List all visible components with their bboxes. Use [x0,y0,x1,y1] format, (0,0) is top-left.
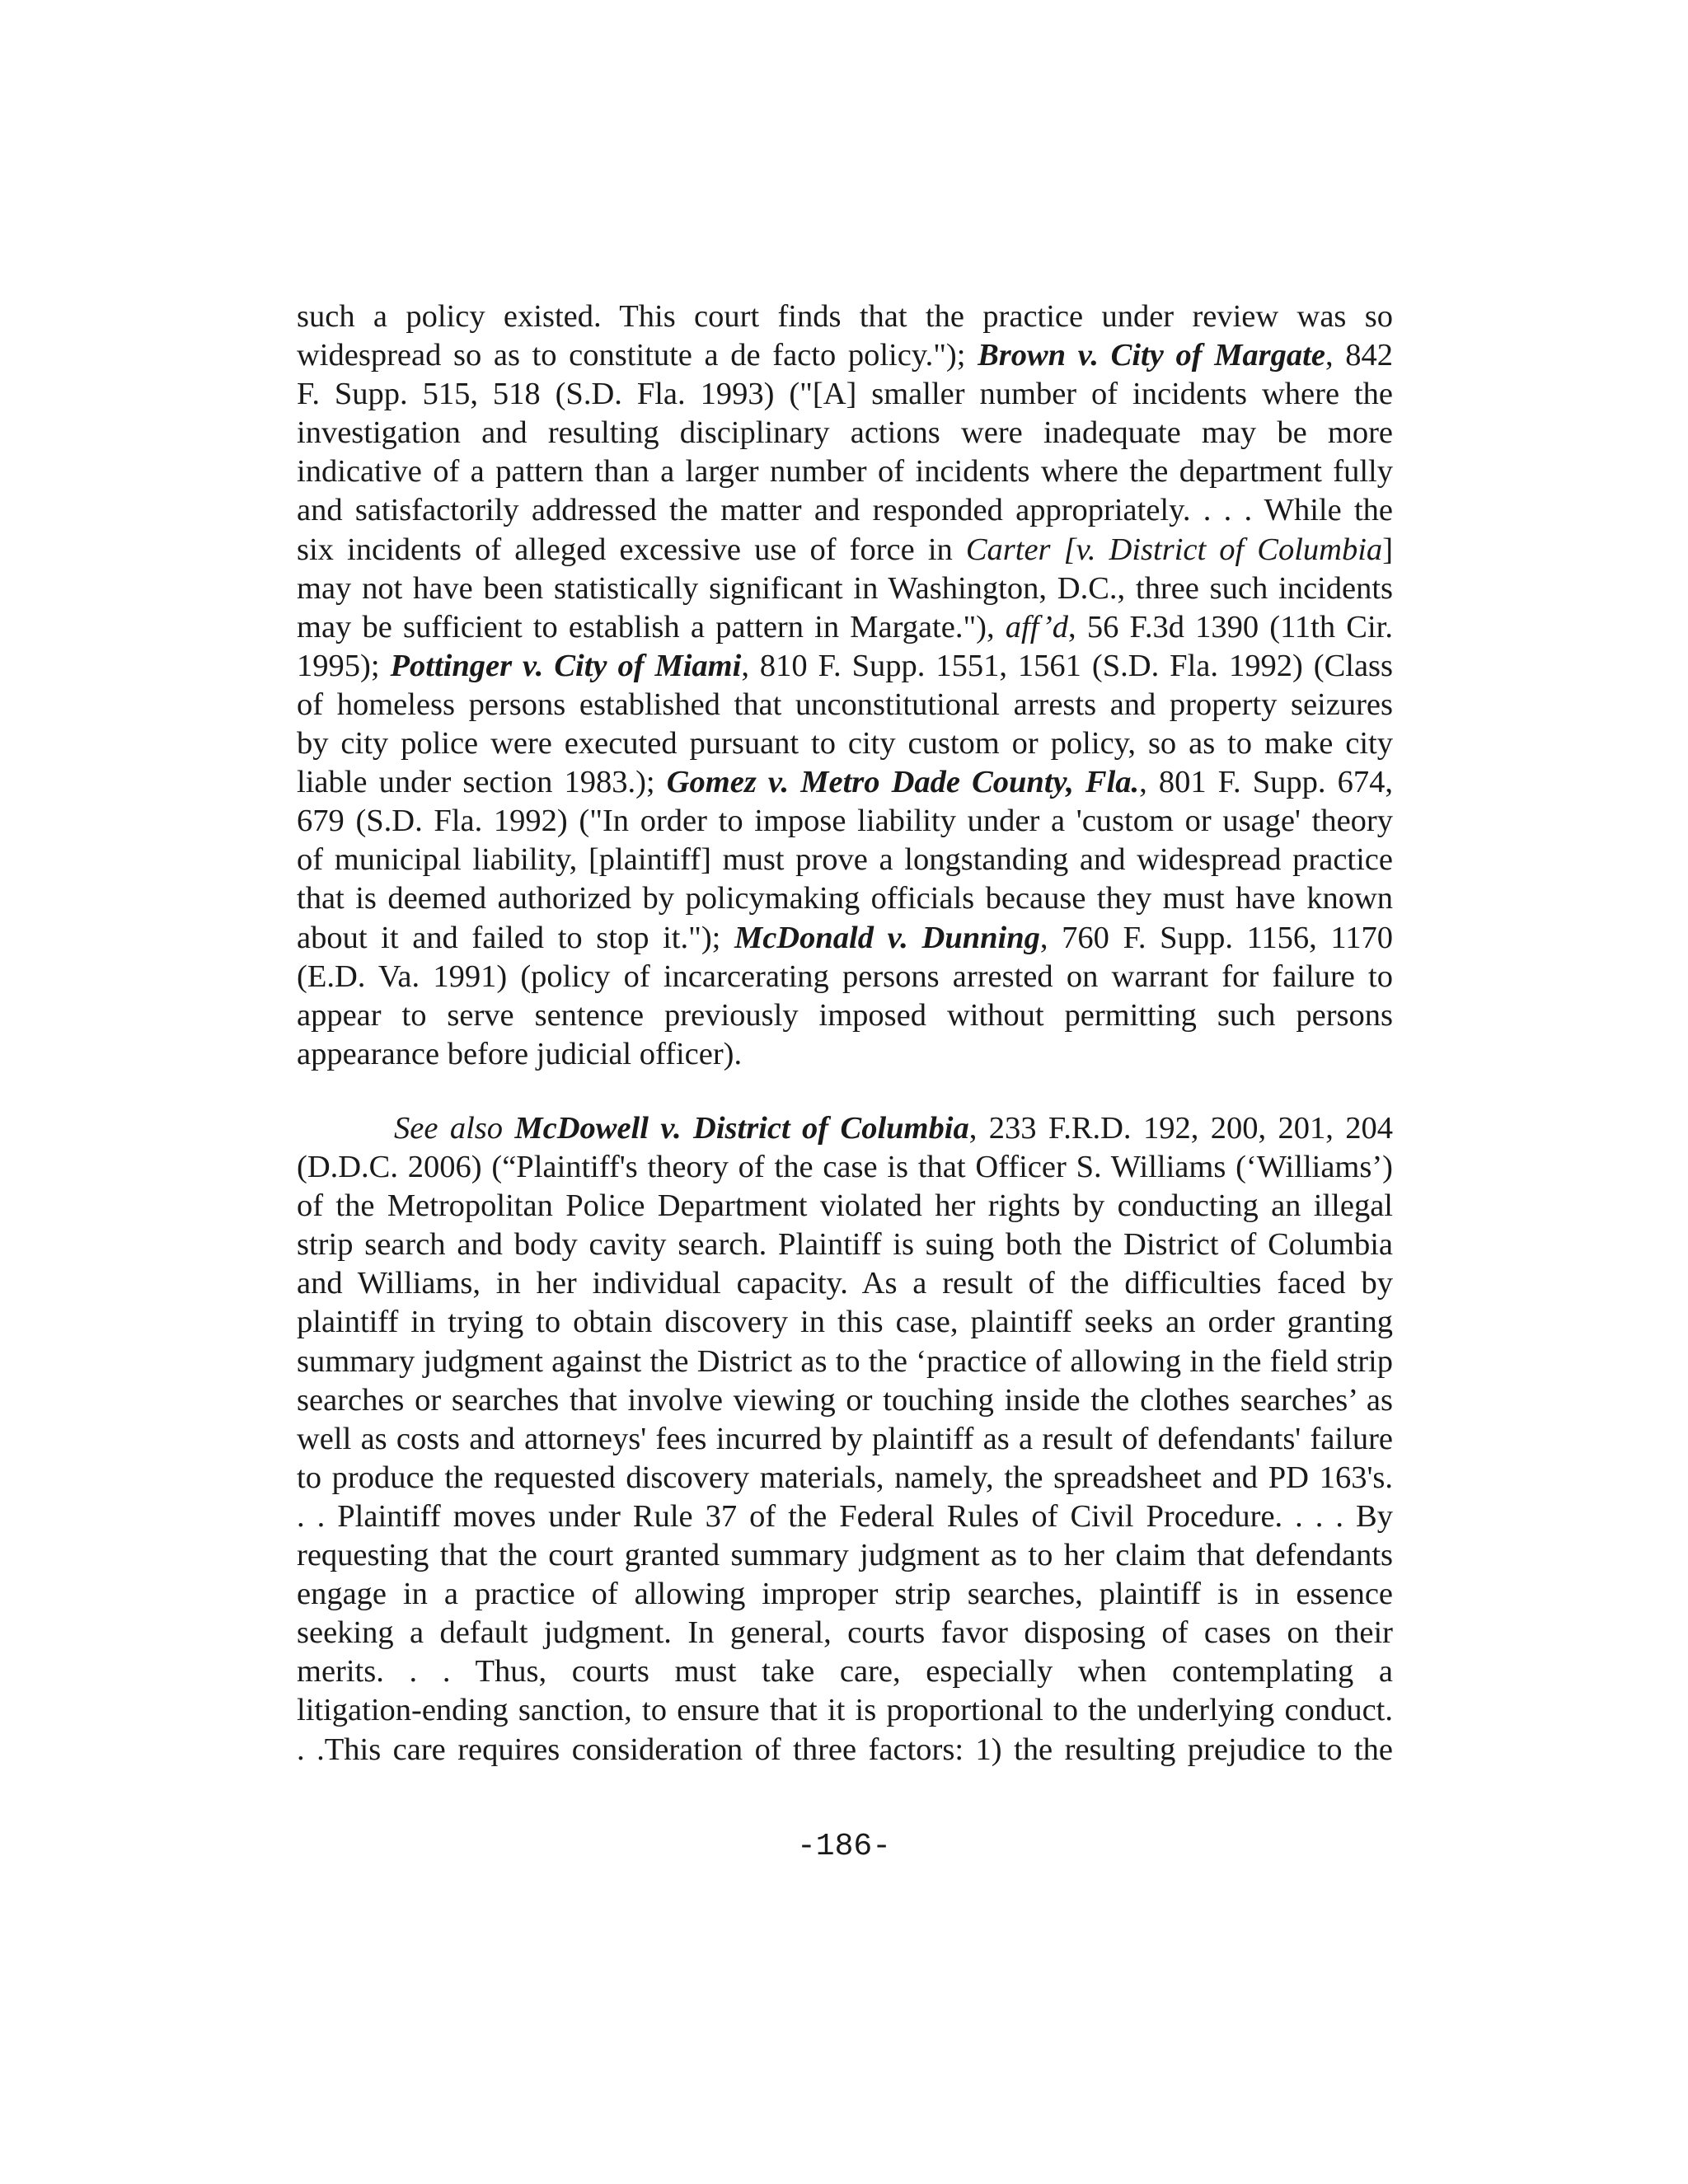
text-segment: indicative of a pattern than a larger number of incidents where the department fully [297,454,1393,490]
text-line [297,1187,1393,1226]
text-line [297,647,1393,686]
text-line [297,1303,1393,1342]
text-segment: merits. . . Thus, courts must take care, especially when contemplating a [297,1654,1393,1690]
case-name: Brown v. City of Margate [978,338,1325,373]
text-line [297,414,1393,452]
text-line [297,879,1393,918]
text-line [297,1264,1393,1303]
italic-text: aff’d [1005,609,1069,644]
text-line [297,336,1393,375]
text-segment: . .This care requires consideration of three factors: 1) the resulting prejudice to the [297,1732,1393,1767]
text-segment: may be sufficient to establish a pattern in Margate."), [297,609,1006,644]
paragraph-see-also [297,1109,1393,1769]
text-line [297,1497,1393,1536]
text-line [297,452,1393,491]
text-segment: strip search and body cavity search. Plaintiff is suing both the District of Columbia [297,1227,1393,1263]
text-line [297,1614,1393,1652]
case-name: Pottinger v. City of Miami [390,648,742,683]
text-segment: well as costs and attorneys' fees incurred by plaintiff as a result of defendants' failure [297,1421,1393,1456]
case-name: McDonald v. Dunning [734,920,1040,955]
text-line [297,569,1393,608]
text-line [297,1381,1393,1420]
text-segment: appearance before judicial officer). [297,1036,743,1071]
text-line [297,1459,1393,1497]
text-segment: appear to serve sentence previously imposed without permitting such persons [297,997,1393,1033]
text-segment: summary judgment against the District as to the ‘practice of allowing in the field strip [297,1343,1393,1379]
text-segment: , 801 F. Supp. 674, [1139,765,1393,800]
text-segment: of municipal liability, [plaintiff] must prove a longstanding and widespread practice [297,842,1393,878]
text-segment: , 842 [1325,338,1393,373]
text-segment: that is deemed authorized by policymaking officials because they must have known [297,881,1393,916]
text-line [297,1035,1393,1074]
text-line [297,608,1393,647]
text-line [297,375,1393,414]
text-line [297,1536,1393,1575]
text-segment: plaintiff in trying to obtain discovery in this case, plaintiff seeks an order granting [297,1305,1393,1340]
text-line [297,1226,1393,1264]
text-line [297,1148,1393,1187]
paragraph-case-citations [297,298,1393,1074]
text-segment: . . Plaintiff moves under Rule 37 of the Federal Rules of Civil Procedure. . . . By [297,1498,1393,1534]
text-line [297,1691,1393,1730]
text-segment: , 810 F. Supp. 1551, 1561 (S.D. Fla. 1992) (Class [741,648,1393,683]
text-line [297,958,1393,996]
text-line [297,996,1393,1035]
text-segment: ] [1382,532,1394,567]
text-segment: liable under section 1983.); [297,765,667,800]
text-line [297,531,1393,569]
text-segment: of homeless persons established that unconstitutional arrests and property seizures [297,687,1393,722]
text-line [297,1652,1393,1691]
text-segment: investigation and resulting disciplinary actions were inadequate may be more [297,415,1393,451]
text-segment: 1995); [297,648,391,683]
text-segment: , 233 F.R.D. 192, 200, 201, 204 [968,1111,1394,1146]
text-segment: by city police were executed pursuant to city custom or policy, so as to make city [297,726,1393,762]
text-segment: seeking a default judgment. In general, courts favor disposing of cases on their [297,1615,1393,1651]
text-segment: and Williams, in her individual capacity. As a result of the difficulties faced by [297,1266,1393,1301]
text-segment: , 56 F.3d 1390 (11th Cir. [1068,609,1393,644]
text-line [297,298,1393,336]
text-segment: searches or searches that involve viewing or touching inside the clothes searches’ as [297,1382,1393,1418]
text-segment: may not have been statistically significant in Washington, D.C., three such incidents [297,570,1393,606]
text-segment: six incidents of alleged excessive use of force in [297,532,966,567]
text-segment: F. Supp. 515, 518 (S.D. Fla. 1993) ("[A] smaller number of incidents where the [297,377,1393,412]
text-segment: , 760 F. Supp. 1156, 1170 [1039,920,1393,955]
text-segment: about it and failed to stop it."); [297,920,734,955]
text-segment: litigation-ending sanction, to ensure that it is proportional to the underlying conduct. [297,1693,1393,1728]
text-line [297,919,1393,958]
case-name: Gomez v. Metro Dade County, Fla. [666,765,1140,800]
text-line [297,1343,1393,1381]
italic-text: See also [394,1111,515,1146]
text-line [297,841,1393,879]
case-name: McDowell v. District of Columbia [514,1111,969,1146]
text-line [297,1109,1393,1148]
text-segment: of the Metropolitan Police Department violated her rights by conducting an illegal [297,1188,1393,1224]
text-segment: widespread so as to constitute a de facto policy."); [297,338,978,373]
text-line [297,1575,1393,1614]
text-segment: to produce the requested discovery materials, namely, the spreadsheet and PD 163's. [297,1460,1393,1495]
text-segment: and satisfactorily addressed the matter and responded appropriately. . . . While the [297,493,1393,528]
text-segment: requesting that the court granted summary judgment as to her claim that defendants [297,1538,1393,1573]
text-line [297,763,1393,802]
text-segment: (D.D.C. 2006) (“Plaintiff's theory of the case is that Officer S. Williams (‘Williams’) [297,1150,1393,1185]
text-segment: 679 (S.D. Fla. 1992) ("In order to impose liability under a 'custom or usage' theory [297,804,1393,839]
italic-text: Carter [v. District of Columbia [965,532,1383,567]
text-line [297,686,1393,724]
text-line [297,724,1393,763]
page-number: -186- [796,1829,892,1864]
text-line [297,1731,1393,1769]
text-segment: (E.D. Va. 1991) (policy of incarcerating persons arrested on warrant for failure to [297,958,1393,994]
text-segment: such a policy existed. This court finds that the practice under review was so [297,299,1393,334]
text-line [297,491,1393,530]
text-segment: engage in a practice of allowing improper strip searches, plaintiff is in essence [297,1577,1393,1612]
text-line [297,1420,1393,1459]
text-line [297,802,1393,841]
